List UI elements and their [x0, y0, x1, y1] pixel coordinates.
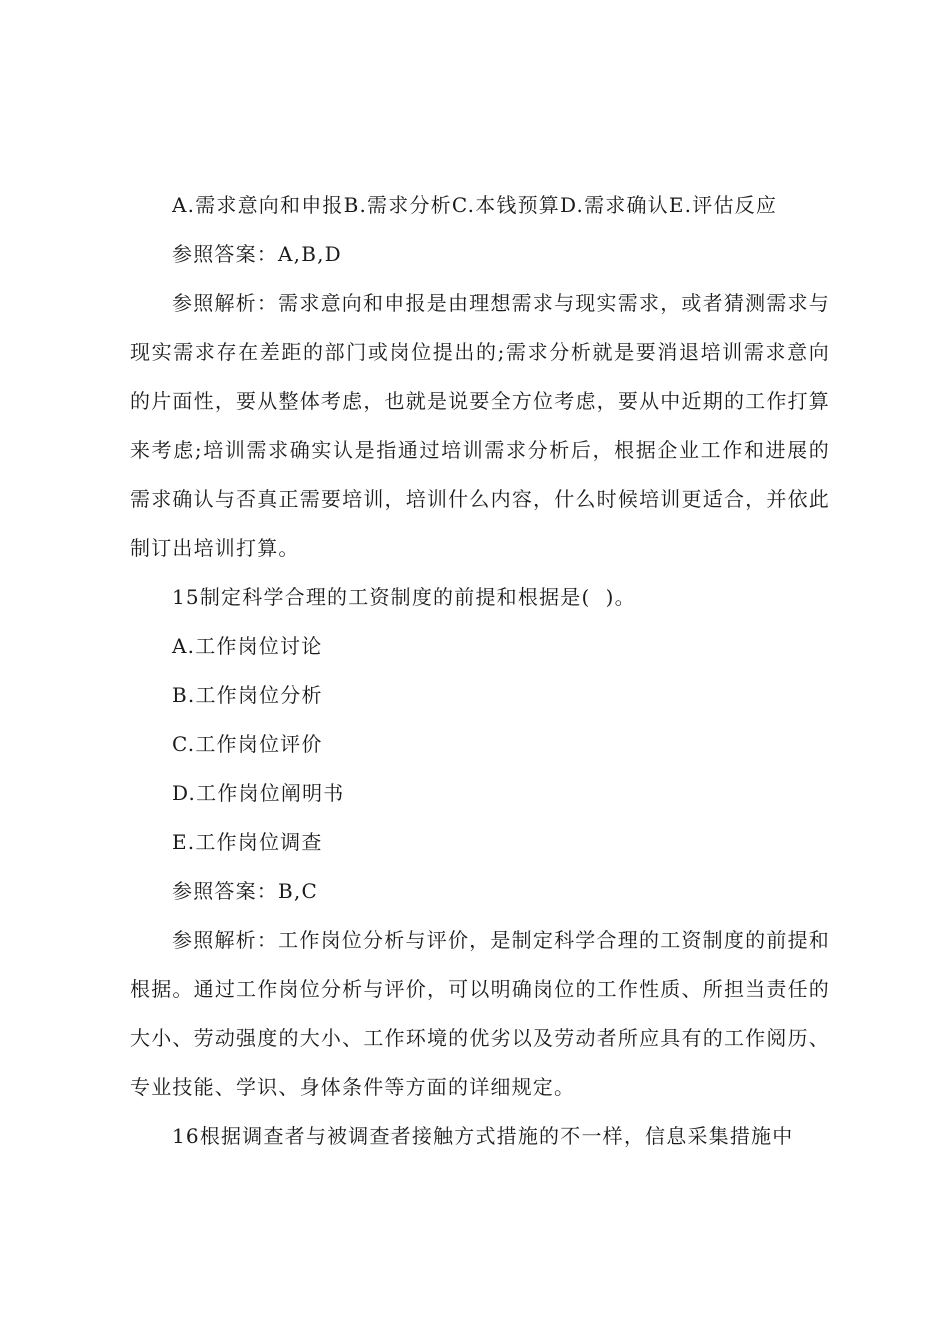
answer-line: 参照答案：B,C: [172, 879, 318, 903]
analysis-paragraph: 参照解析：需求意向和申报是由理想需求与现实需求，或者猜测需求与现实需求存在差距的部门或岗位提出的;需求分析就是要消退培训需求意向的片面性，要从整体考虑，也就是说要全方位考虑，要从中近期的工作打算来考虑;培训需求确实认是指通过培训需求分析后，根据企业工作和进展的需求确认与否真正需要培训，培训什么内容，什么时候培训更适合，并依此制订出培训打算。: [130, 291, 830, 560]
question-15: 15制定科学合理的工资制度的前提和根据是( )。: [172, 585, 636, 609]
question-16: 16根据调查者与被调查者接触方式措施的不一样，信息采集措施中: [172, 1124, 794, 1148]
options-line: A.需求意向和申报B.需求分析C.本钱预算D.需求确认E.评估反应: [172, 193, 778, 217]
option-b: B.工作岗位分析: [172, 683, 323, 707]
answer-line: 参照答案：A,B,D: [172, 242, 342, 266]
analysis-paragraph: 参照解析：工作岗位分析与评价，是制定科学合理的工资制度的前提和根据。通过工作岗位分析与评价，可以明确岗位的工作性质、所担当责任的大小、劳动强度的大小、工作环境的优劣以及劳动者所应具有的工作阅历、专业技能、学识、身体条件等方面的详细规定。: [130, 928, 830, 1099]
option-a: A.工作岗位讨论: [172, 634, 323, 658]
option-c: C.工作岗位评价: [172, 732, 323, 756]
document-page: [130, 0, 830, 1161]
option-d: D.工作岗位阐明书: [172, 781, 345, 805]
option-e: E.工作岗位调查: [172, 830, 323, 854]
